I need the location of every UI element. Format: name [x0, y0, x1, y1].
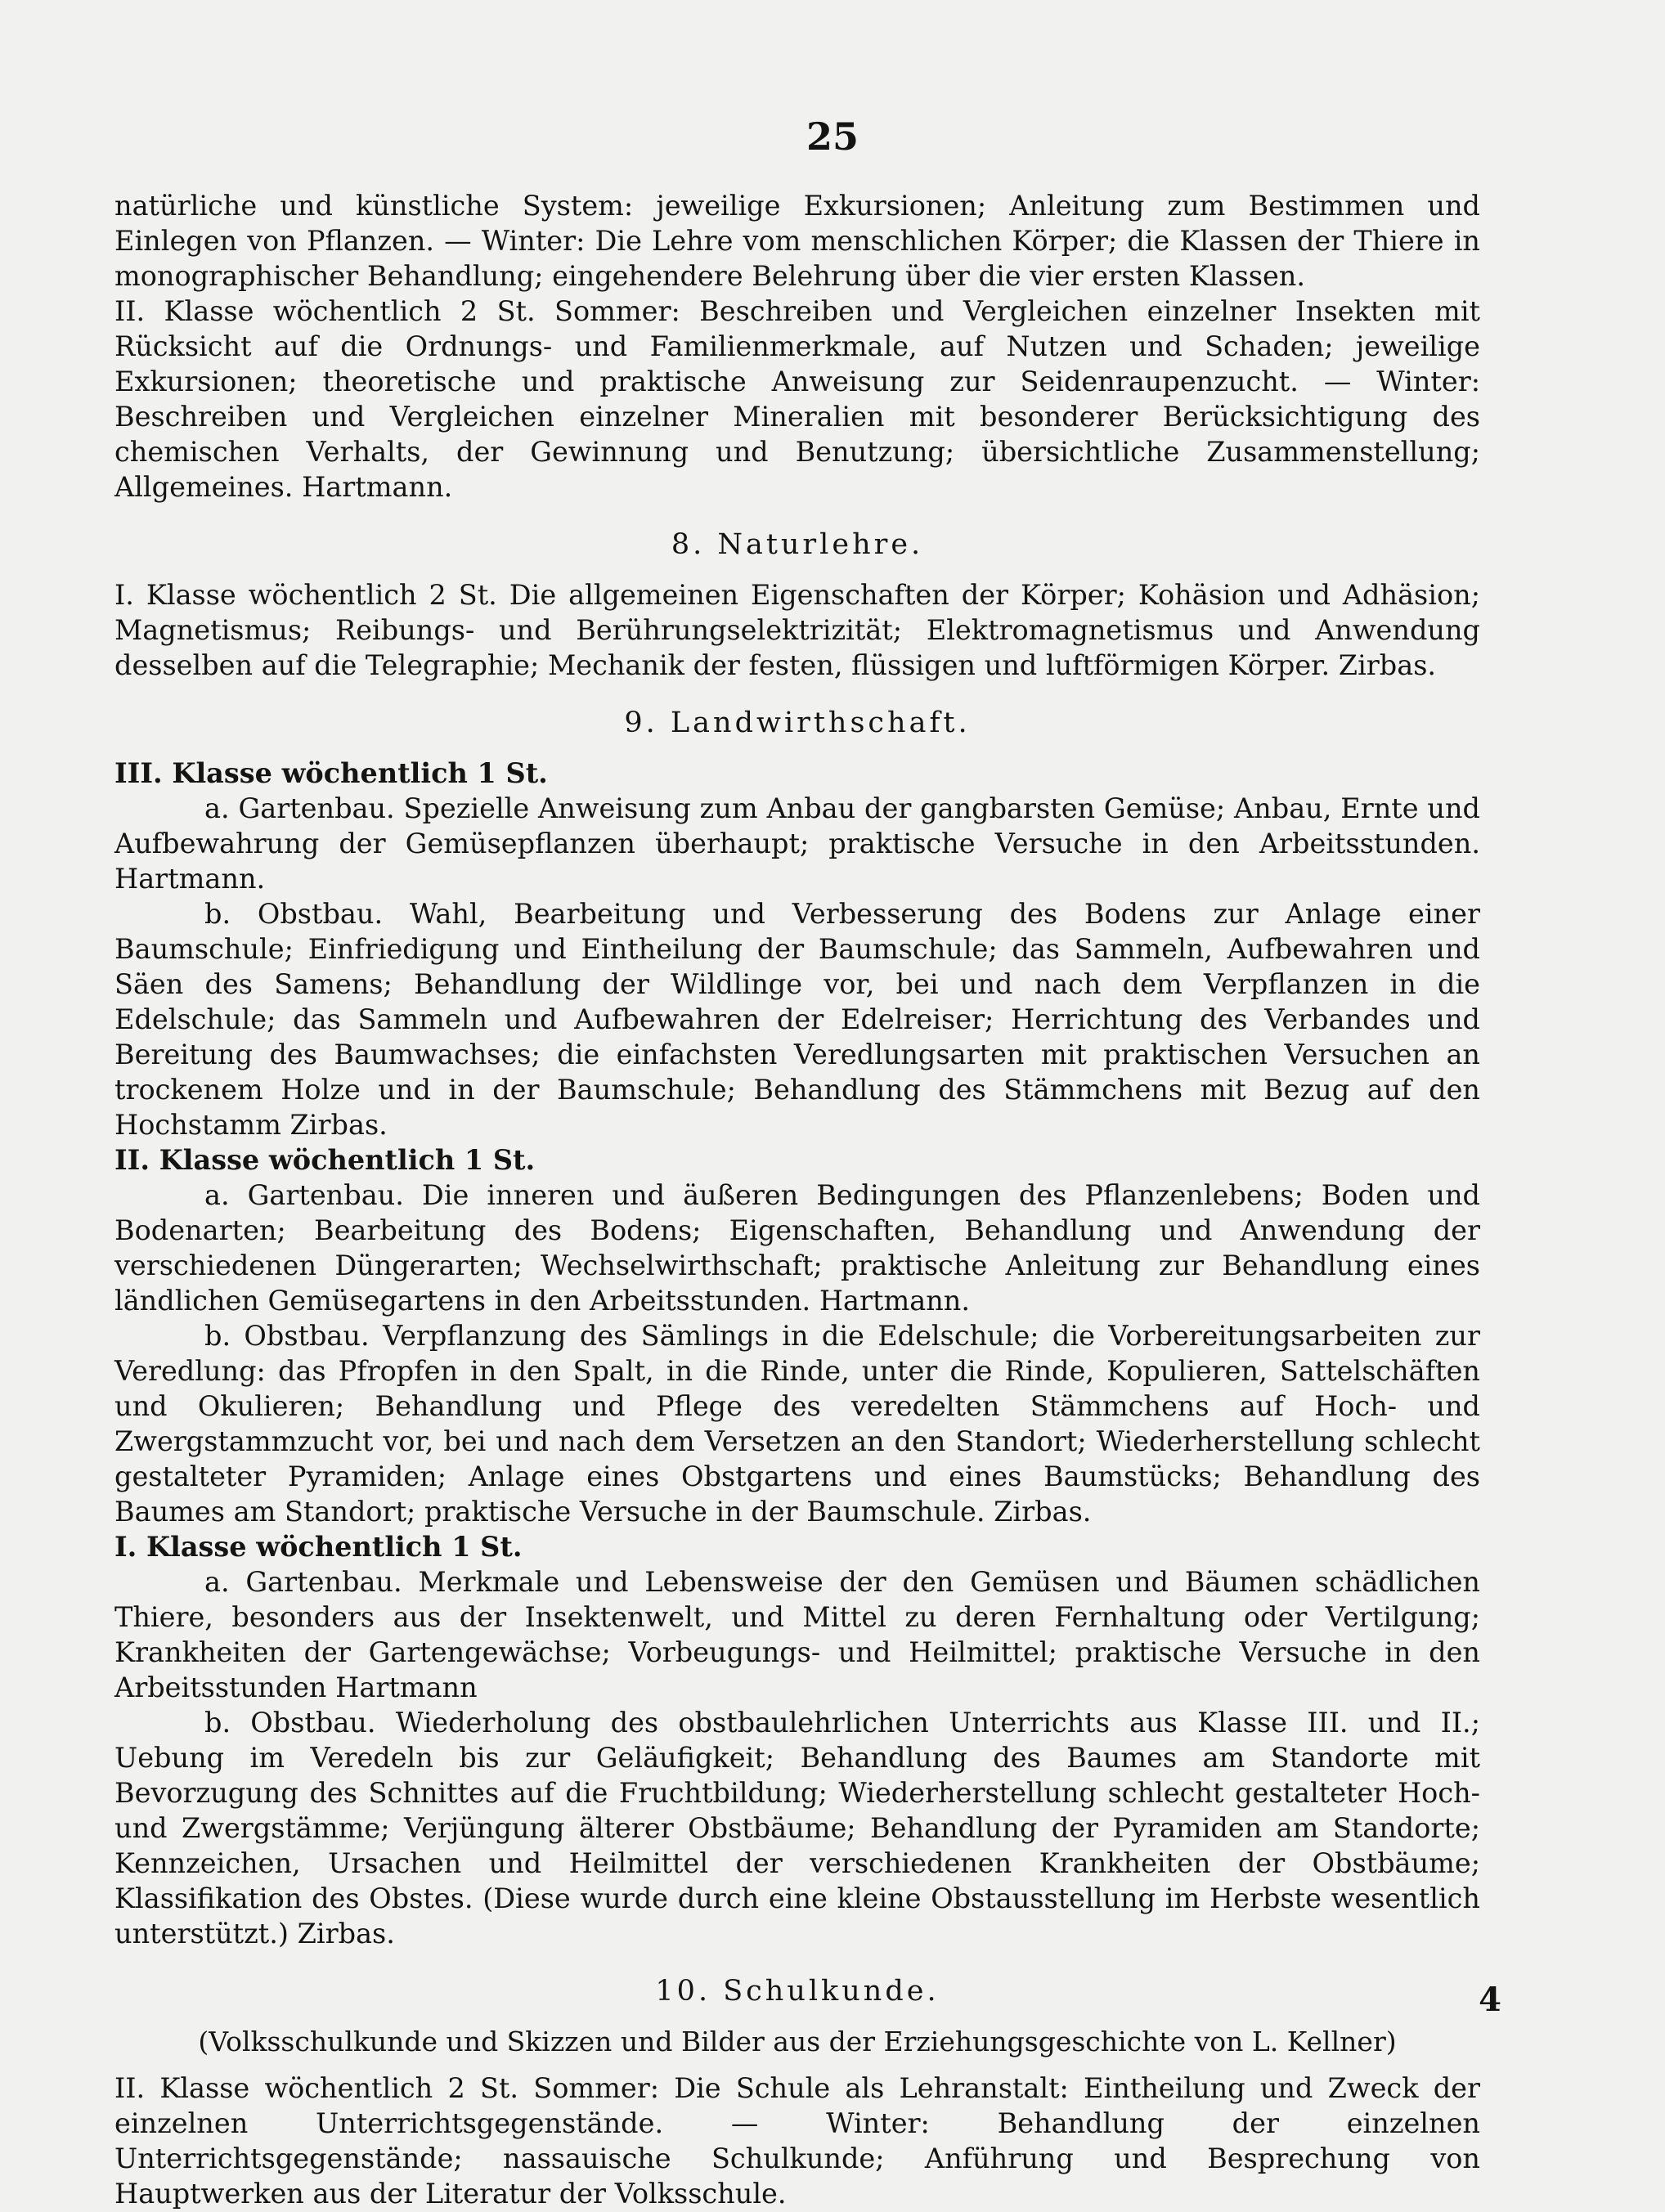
naturlehre-paragraph: I. Klasse wöchentlich 2 St. Die allgemeinen Eigenschaften der Körper; Kohäsion und Adhäsion; Magnetismus; Reibungs- und Berührungselektrizität; Elektromagnetismus und Anwendung desselben auf die Telegraphie; Mechanik der festen, flüssigen und luftförmigen Körper. Zirbas.	[114, 579, 1480, 681]
klasse-iii-heading: III. Klasse wöchentlich 1 St.	[114, 757, 548, 789]
page-content	[114, 188, 1480, 2211]
klasse-ii-obstbau: b. Obstbau. Verpflanzung des Sämlings in die Edelschule; die Vorbereitungsarbeiten zur Veredlung: das Pfropfen in den Spalt, in die Rinde, unter die Rinde, Kopulieren, Sattelschäften und Okulieren; Behandlung und Pflege des veredelten Stämmchens auf Hoch- und Zwergstammzucht vor, bei und nach dem Versetzen an den Standort; Wiederherstellung schlecht gestalteter Pyramiden; Anlage eines Obstgartens und eines Baumstücks; Behandlung des Baumes am Standort; praktische Versuche in der Baumschule. Zirbas.	[114, 1320, 1480, 1528]
klasse-i-heading: I. Klasse wöchentlich 1 St.	[114, 1531, 523, 1563]
klasse-iii-gartenbau: a. Gartenbau. Spezielle Anweisung zum Anbau der gangbarsten Gemüse; Anbau, Ernte und Aufbewahrung der Gemüsepflanzen überhaupt; praktische Versuche in den Arbeitsstunden. Hartmann.	[114, 792, 1480, 895]
section-subtitle-schulkunde: (Volksschulkunde und Skizzen und Bilder aus der Erziehungsgeschichte von L. Kellner)	[198, 2026, 1397, 2057]
klasse-i-obstbau: b. Obstbau. Wiederholung des obstbaulehrlichen Unterrichts aus Klasse III. und II.; Uebung im Veredeln bis zur Geläufigkeit; Behandlung des Baumes am Standorte mit Bevorzugung des Schnittes auf die Fruchtbildung; Wiederherstellung schlecht gestalteter Hoch- und Zwergstämme; Verjüngung älterer Obstbäume; Behandlung der Pyramiden am Standorte; Kennzeichen, Ursachen und Heilmittel der verschiedenen Krankheiten der Obstbäume; Klassifikation des Obstes. (Diese wurde durch eine kleine Obstausstellung im Herbste wesentlich unterstützt.) Zirbas.	[114, 1707, 1480, 1950]
klasse-ii-paragraph: II. Klasse wöchentlich 2 St. Sommer: Beschreiben und Vergleichen einzelner Insekten mit Rücksicht auf die Ordnungs- und Familienmerkmale, auf Nutzen und Schaden; jeweilige Exkursionen; theoretische und praktische Anweisung zur Seidenraupenzucht. — Winter: Beschreiben und Vergleichen einzelner Mineralien mit besonderer Berücksichtigung des chemischen Verhalts, der Gewinnung und Benutzung; übersichtliche Zusammenstellung; Allgemeines. Hartmann.	[114, 295, 1480, 503]
signature-mark: 4	[1479, 1981, 1501, 2019]
section-title-schulkunde: 10. Schulkunde.	[655, 1975, 940, 2008]
page-number: 25	[806, 114, 859, 159]
section-title-naturlehre: 8. Naturlehre.	[671, 528, 924, 561]
klasse-iii-obstbau: b. Obstbau. Wahl, Bearbeitung und Verbesserung des Bodens zur Anlage einer Baumschule; Einfriedigung und Eintheilung der Baumschule; das Sammeln, Aufbewahren und Säen des Samens; Behandlung der Wildlinge vor, bei und nach dem Verpflanzen in die Edelschule; das Sammeln und Aufbewahren der Edelreiser; Herrichtung des Verbandes und Bereitung des Baumwachses; die einfachsten Veredlungsarten mit praktischen Versuchen an trockenem Holze und in der Baumschule; Behandlung des Stämmchens mit Bezug auf den Hochstamm Zirbas.	[114, 898, 1480, 1141]
schulkunde-paragraph: II. Klasse wöchentlich 2 St. Sommer: Die Schule als Lehranstalt: Eintheilung und Zweck der einzelnen Unterrichtsgegenstände. — Winter: Behandlung der einzelnen Unterrichtsgegenstände; nassauische Schulkunde; Anführung und Besprechung von Hauptwerken aus der Literatur der Volksschule.	[114, 2072, 1480, 2210]
klasse-i-gartenbau: a. Gartenbau. Merkmale und Lebensweise der den Gemüsen und Bäumen schädlichen Thiere, besonders aus der Insektenwelt, und Mittel zu deren Fernhaltung oder Vertilgung; Krankheiten der Gartengewächse; Vorbeugungs- und Heilmittel; praktische Versuche in den Arbeitsstunden Hartmann	[114, 1566, 1480, 1703]
section-title-landwirthschaft: 9. Landwirthschaft.	[624, 707, 971, 739]
klasse-ii-heading: II. Klasse wöchentlich 1 St.	[114, 1144, 536, 1176]
klasse-ii-gartenbau: a. Gartenbau. Die inneren und äußeren Bedingungen des Pflanzenlebens; Boden und Bodenarten; Bearbeitung des Bodens; Eigenschaften, Behandlung und Anwendung der verschiedenen Düngerarten; Wechselwirthschaft; praktische Anleitung zur Behandlung eines ländlichen Gemüsegartens in den Arbeitsstunden. Hartmann.	[114, 1179, 1480, 1317]
continuation-paragraph: natürliche und künstliche System: jeweilige Exkursionen; Anleitung zum Bestimmen und Einlegen von Pflanzen. — Winter: Die Lehre vom menschlichen Körper; die Klassen der Thiere in monographischer Behandlung; eingehendere Belehrung über die vier ersten Klassen.	[114, 190, 1480, 292]
